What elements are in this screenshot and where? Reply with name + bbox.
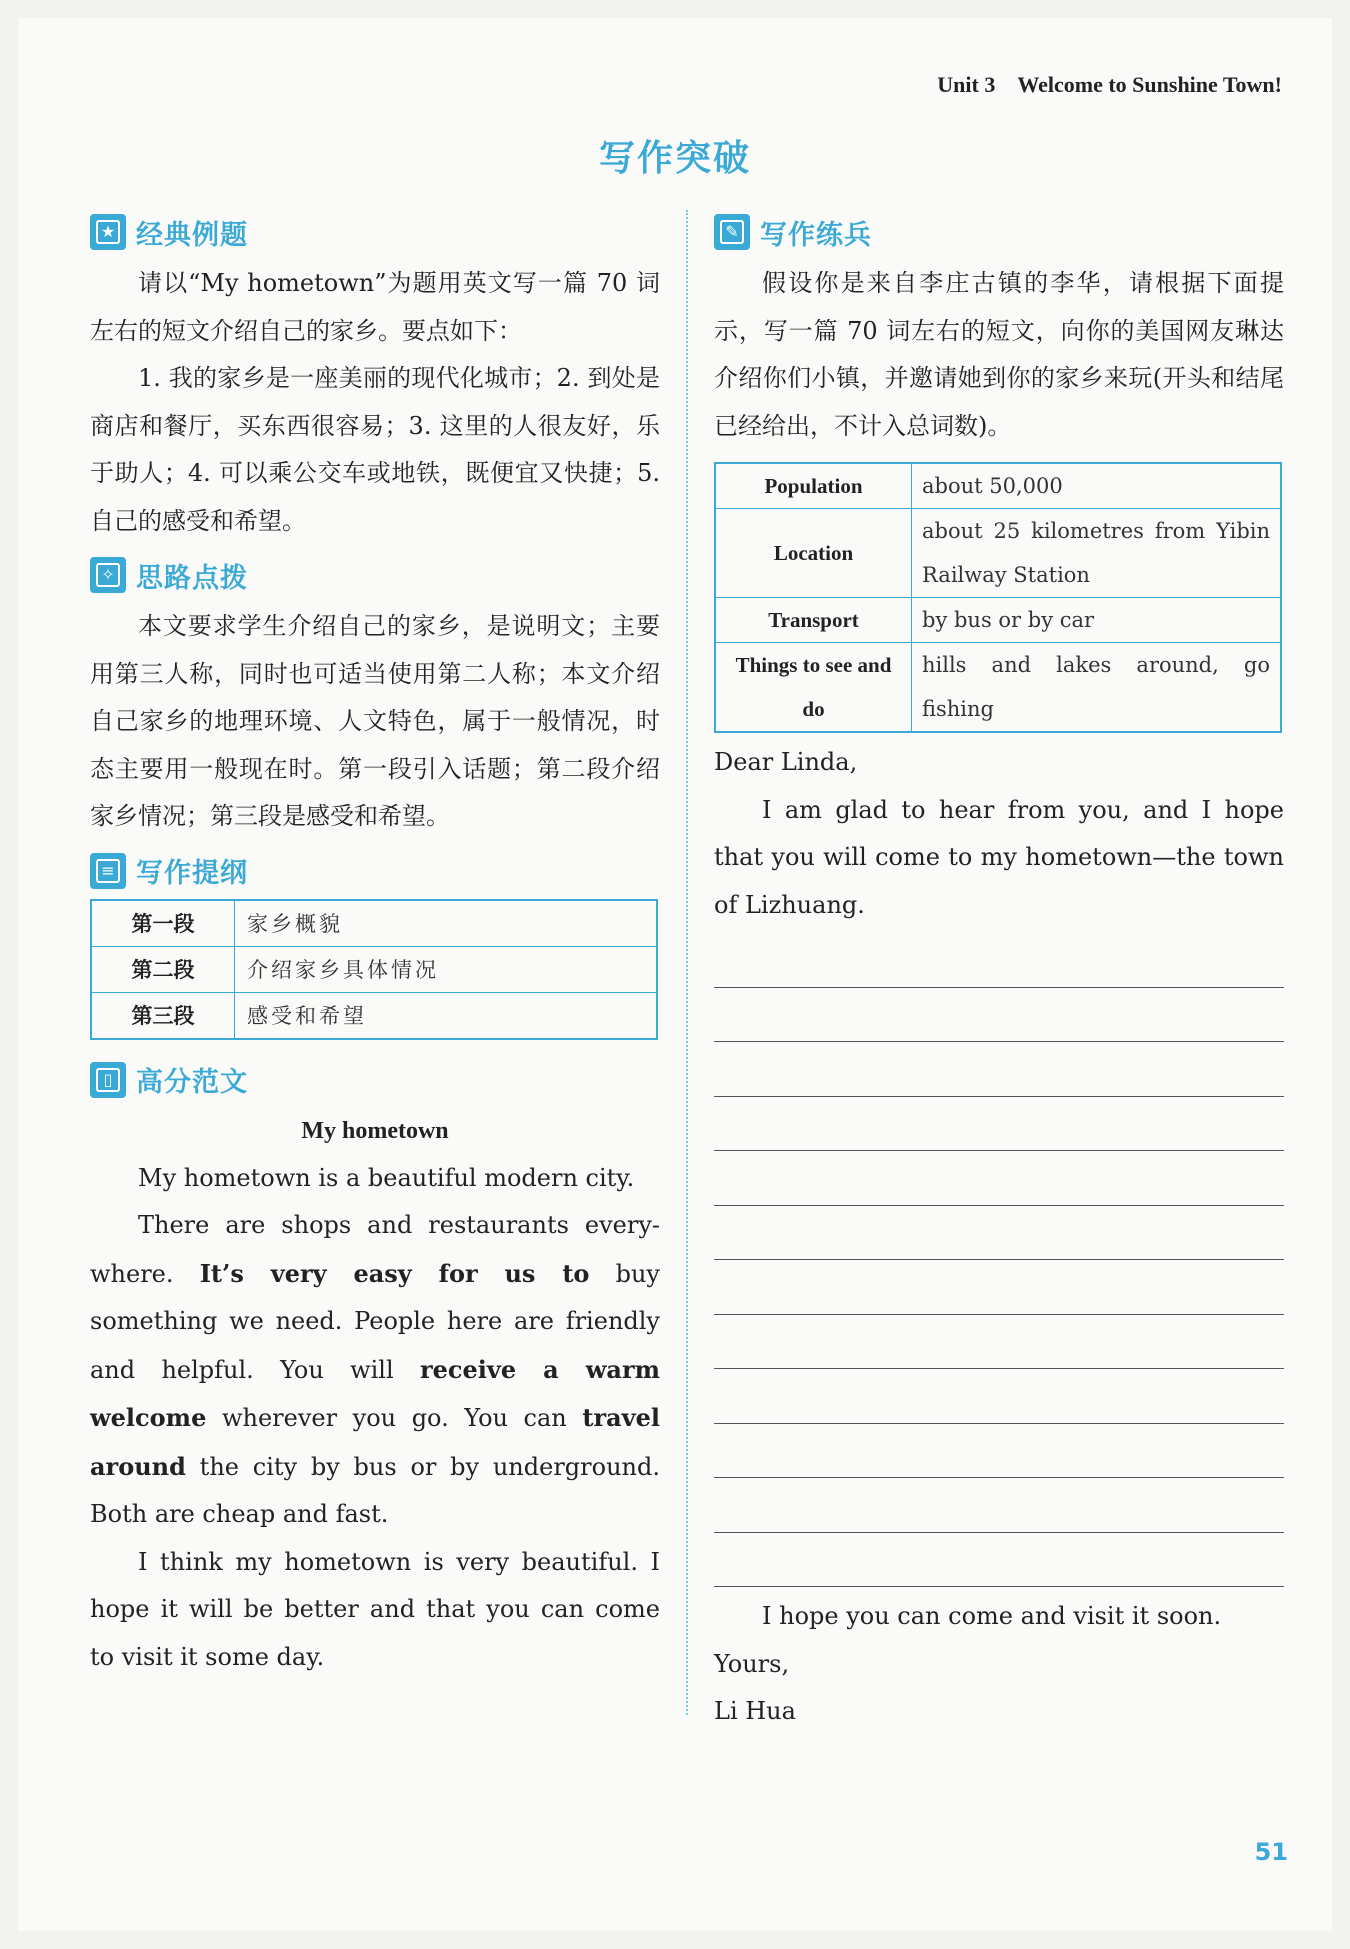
- writing-line[interactable]: [714, 1260, 1284, 1315]
- writing-line[interactable]: [714, 1369, 1284, 1424]
- page-number: 51: [1254, 1838, 1288, 1866]
- writing-lines: [714, 933, 1284, 1587]
- section-header-idea: [90, 553, 660, 597]
- writing-line[interactable]: [714, 1478, 1284, 1533]
- section-title-idea: 思路点拨: [136, 562, 248, 594]
- info-key: Transport: [715, 598, 912, 643]
- table-row: [715, 509, 1281, 598]
- column-divider: [686, 210, 688, 1715]
- writing-line[interactable]: [714, 1424, 1284, 1479]
- essay-keyphrase: It’s very easy for us to: [199, 1258, 590, 1288]
- writing-line[interactable]: [714, 1315, 1284, 1370]
- table-row: [91, 992, 657, 1039]
- running-header: [937, 72, 1282, 98]
- writing-line[interactable]: [714, 988, 1284, 1043]
- table-row: [715, 598, 1281, 643]
- example-points: 1. 我的家乡是一座美丽的现代化城市；2. 到处是商店和餐厅，买东西很容易；3. 这里的人很友好，乐于助人；4. 可以乘公交车或地铁，既便宜又快捷；5. 自己的感受和希望。: [90, 364, 660, 535]
- section-header-outline: [90, 849, 660, 893]
- info-value: about 50,000: [912, 463, 1282, 509]
- essay-keyphrase: receive a warm welcome: [90, 1354, 660, 1432]
- unit-label: Unit 3: [937, 72, 996, 97]
- outline-key: 第二段: [91, 946, 235, 992]
- section-title-model: 高分范文: [136, 1067, 248, 1098]
- essay-title: My hometown: [301, 1117, 449, 1144]
- practice-prompt: 假设你是来自李庄古镇的李华，请根据下面提示，写一篇 70 词左右的短文，向你的美国网友琳达介绍你们小镇，并邀请她到你的家乡来玩(开头和结尾已经给出，不计入总词数)。: [714, 269, 1284, 440]
- table-row: [715, 463, 1281, 509]
- essay-keyphrase: travel around: [90, 1403, 660, 1481]
- writing-line[interactable]: [714, 1097, 1284, 1152]
- outline-table: [90, 899, 658, 1040]
- letter-signoff: Yours,: [714, 1649, 790, 1678]
- letter-closing: I hope you can come and visit it soon.: [762, 1602, 1222, 1630]
- essay-paragraph-1: My hometown is a beautiful modern city.: [138, 1163, 635, 1192]
- info-key: Things to see and do: [715, 643, 912, 733]
- writing-line[interactable]: [714, 1533, 1284, 1588]
- info-table: [714, 462, 1282, 733]
- page-title: 写作突破: [598, 138, 751, 179]
- section-title-practice: 写作练兵: [760, 219, 872, 251]
- book-icon: ▯: [90, 1062, 126, 1098]
- essay-paragraph-2: [90, 1202, 660, 1539]
- section-title-outline: 写作提纲: [136, 858, 248, 889]
- essay-text: There are shops and restaurants every-where.: [90, 1211, 660, 1288]
- writing-line[interactable]: [714, 1042, 1284, 1097]
- right-column: [714, 210, 1284, 1736]
- outline-value: 介绍家乡具体情况: [235, 946, 658, 992]
- left-column: [90, 210, 660, 1681]
- table-row: [91, 946, 657, 992]
- letter-opening: I am glad to hear from you, and I hope that you will come to my hometown—the town of Lizhuang.: [714, 795, 1284, 919]
- info-value: about 25 kilometres from Yibin Railway Station: [912, 509, 1282, 598]
- outline-list-icon: ≡: [90, 853, 126, 889]
- info-value: by bus or by car: [912, 598, 1282, 643]
- section-header-practice: [714, 210, 1284, 254]
- outline-value: 感受和希望: [235, 992, 658, 1039]
- outline-key: 第一段: [91, 900, 235, 947]
- info-key: Population: [715, 463, 912, 509]
- essay-text: the city by bus or by underground. Both are cheap and fast.: [90, 1452, 660, 1528]
- letter-signature: Li Hua: [714, 1697, 796, 1725]
- section-header-model: [90, 1058, 660, 1102]
- essay-paragraph-3: I think my hometown is very beautiful. I hope it will be better and that you can come to visit it some day.: [90, 1547, 660, 1671]
- writing-line[interactable]: [714, 933, 1284, 988]
- pencil-icon: ✎: [714, 214, 750, 250]
- section-title-example: 经典例题: [136, 219, 248, 251]
- writing-line[interactable]: [714, 1151, 1284, 1206]
- essay-text: buy something we need. People here are friendly and helpful. You will: [90, 1259, 660, 1384]
- essay-text: wherever you go. You can: [221, 1404, 567, 1432]
- unit-title: Welcome to Sunshine Town!: [1017, 72, 1282, 97]
- writing-line[interactable]: [714, 1206, 1284, 1261]
- table-row: [91, 900, 657, 947]
- example-prompt: 请以“My hometown”为题用英文写一篇 70 词左右的短文介绍自己的家乡。要点如下：: [90, 269, 660, 345]
- info-key: Location: [715, 509, 912, 598]
- letter-greeting: Dear Linda,: [714, 748, 858, 776]
- outline-value: 家乡概貌: [235, 900, 658, 947]
- section-header-example: [90, 210, 660, 254]
- idea-text: 本文要求学生介绍自己的家乡，是说明文；主要用第三人称，同时也可适当使用第二人称；本文介绍自己家乡的地理环境、人文特色，属于一般情况，时态主要用一般现在时。第一段引入话题；第二段介绍家乡情况；第三段是感受和希望。: [90, 612, 660, 830]
- info-value: hills and lakes around, go fishing: [912, 643, 1282, 733]
- star-icon: ★: [90, 214, 126, 250]
- lightbulb-icon: ✧: [90, 557, 126, 593]
- outline-key: 第三段: [91, 992, 235, 1039]
- table-row: [715, 643, 1281, 733]
